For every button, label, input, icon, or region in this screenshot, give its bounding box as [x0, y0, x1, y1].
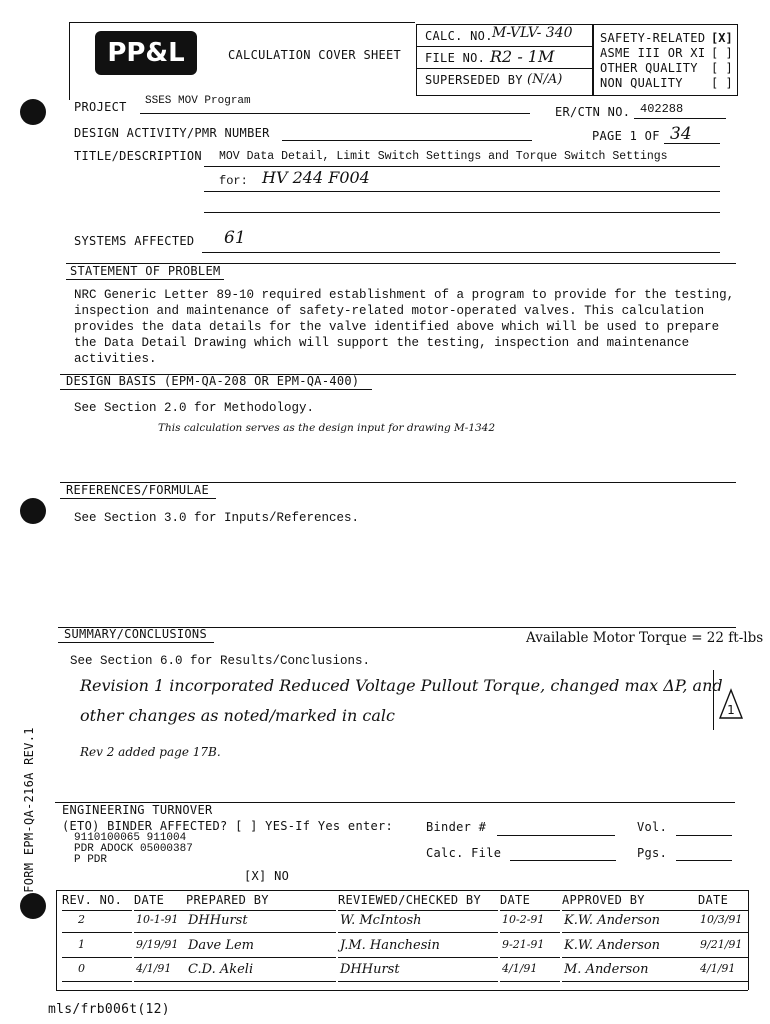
vol-underline — [676, 835, 732, 836]
systems-underline — [202, 252, 720, 253]
checkbox-asme[interactable]: [ ] — [711, 46, 733, 60]
pgs-underline — [676, 860, 732, 861]
revision-1-note-line-2: other changes as noted/marked in calc — [80, 706, 395, 725]
rev-header-rev-no: REV. NO. — [62, 893, 123, 907]
problem-line-1: NRC Generic Letter 89-10 required establishment of a program to provide for the testing, — [74, 288, 735, 302]
problem-heading: STATEMENT OF PROBLEM — [70, 264, 221, 278]
rev-cell-date: 4/1/91 — [136, 962, 172, 975]
problem-heading-underline — [66, 279, 224, 280]
rev-header-date: DATE — [134, 893, 165, 907]
rev-cell-approval-date: 10/3/91 — [700, 913, 743, 926]
rev-cell-approved-by: M. Anderson — [564, 962, 649, 977]
systems-label: SYSTEMS AFFECTED — [74, 234, 195, 248]
rev-row-underline — [338, 957, 498, 958]
rev-row-underline — [186, 957, 336, 958]
title-underline-2 — [204, 191, 720, 192]
rev-row-underline — [698, 957, 748, 958]
title-label: TITLE/DESCRIPTION — [74, 149, 202, 163]
rev-table-bottom — [56, 990, 748, 991]
punch-hole-middle — [20, 498, 46, 524]
eto-label: (ETO) BINDER AFFECTED? [ ] YES-If Yes enter: — [62, 819, 394, 833]
rev-table-top — [56, 890, 748, 891]
rev-row-underline — [500, 981, 560, 982]
superseded-value: (N/A) — [527, 72, 563, 87]
rev-cell-approved-by: K.W. Anderson — [564, 938, 661, 953]
doc-code: mls/frb006t(12) — [48, 1002, 170, 1017]
checkbox-other-quality[interactable]: [ ] — [711, 61, 733, 75]
pdr-stamp-line-3: P PDR — [74, 854, 108, 866]
page-underline — [664, 143, 720, 144]
rev-cell-review-date: 9-21-91 — [502, 938, 545, 951]
punch-hole-top — [20, 99, 46, 125]
calc-no-label: CALC. NO. — [425, 29, 493, 43]
pgs-label: Pgs. — [637, 846, 668, 860]
class-asme: ASME III OR XI — [600, 46, 706, 60]
problem-line-3: provides the data details for the valve identified above which will be used to prepare — [74, 320, 720, 334]
rev-cell-date: 10-1-91 — [136, 913, 179, 926]
design-basis-text: See Section 2.0 for Methodology. — [74, 401, 315, 415]
title-for-label: for: — [219, 174, 248, 188]
rev-table-right — [748, 890, 749, 990]
project-underline — [140, 113, 530, 114]
title-underline-3 — [204, 212, 720, 213]
problem-line-4: the Data Detail Drawing which will support the testing, inspection and maintenance — [74, 336, 690, 350]
summary-side-bar — [713, 670, 714, 730]
references-text: See Section 3.0 for Inputs/References. — [74, 511, 360, 525]
rev-row-underline — [134, 932, 186, 933]
project-value: SSES MOV Program — [145, 95, 251, 107]
rev-header-underline — [562, 910, 698, 911]
checkbox-non-quality[interactable]: [ ] — [711, 76, 733, 90]
rev-row-underline — [562, 981, 698, 982]
project-label: PROJECT — [74, 100, 127, 114]
erctn-underline — [634, 118, 726, 119]
rev-row-underline — [186, 981, 336, 982]
turnover-heading: ENGINEERING TURNOVER — [62, 803, 213, 817]
motor-torque-note: Available Motor Torque = 22 ft-lbs — [526, 630, 764, 646]
revision-2-note: Rev 2 added page 17B. — [80, 745, 221, 759]
rev-header-underline — [134, 910, 186, 911]
page-label: PAGE 1 OF — [592, 129, 660, 143]
page-total: 34 — [670, 124, 692, 144]
binder-label: Binder # — [426, 820, 487, 834]
form-id: FORM EPM-QA-216A REV.1 — [22, 727, 36, 893]
pdr-stamp-line-1: 9110100065 911004 — [74, 832, 187, 844]
problem-line-2: inspection and maintenance of safety-related motor-operated valves. This calculation — [74, 304, 705, 318]
rev-row-underline — [62, 981, 132, 982]
references-heading: REFERENCES/FORMULAE — [66, 483, 209, 497]
rev-header-review-date: DATE — [500, 893, 531, 907]
superseded-label: SUPERSEDED BY — [425, 73, 523, 87]
summary-heading: SUMMARY/CONCLUSIONS — [64, 627, 207, 641]
revision-1-note-line-1: Revision 1 incorporated Reduced Voltage Pullout Torque, changed max ΔP, and — [80, 676, 723, 695]
calc-box-divider-2 — [416, 68, 593, 69]
erctn-label: ER/CTN NO. — [555, 105, 631, 119]
rev-cell-prepared-by: C.D. Akeli — [188, 962, 254, 977]
design-activity-underline — [282, 140, 532, 141]
class-safety: SAFETY-RELATED — [600, 31, 706, 45]
title-value: MOV Data Detail, Limit Switch Settings and Torque Switch Settings — [219, 150, 668, 163]
problem-line-5: activities. — [74, 352, 157, 366]
rev-row-underline — [698, 981, 748, 982]
design-basis-handwritten: This calculation serves as the design input for drawing M-1342 — [158, 422, 496, 434]
design-basis-heading: DESIGN BASIS (EPM-QA-208 OR EPM-QA-400) — [66, 374, 360, 388]
calc-file-underline — [510, 860, 616, 861]
rev-header-approved-by: APPROVED BY — [562, 893, 645, 907]
rev-row-underline — [338, 981, 498, 982]
file-no-label: FILE NO. — [425, 51, 486, 65]
vol-label: Vol. — [637, 820, 668, 834]
rev-cell-rev-no: 2 — [78, 913, 85, 926]
rev-cell-approval-date: 9/21/91 — [700, 938, 743, 951]
rev-cell-rev-no: 1 — [78, 938, 85, 951]
no-checkbox[interactable]: [X] NO — [244, 869, 290, 883]
rev-cell-approved-by: K.W. Anderson — [564, 913, 661, 928]
rev-table-left — [56, 890, 57, 990]
rev-cell-reviewed-by: DHHurst — [340, 962, 400, 977]
rev-cell-review-date: 4/1/91 — [502, 962, 538, 975]
rev-cell-date: 9/19/91 — [136, 938, 179, 951]
checkbox-safety-related[interactable]: [X] — [711, 31, 733, 45]
rev-cell-rev-no: 0 — [78, 962, 85, 975]
rev-header-underline — [186, 910, 336, 911]
title-for-value: HV 244 F004 — [262, 168, 370, 187]
rev-header-approval-date: DATE — [698, 893, 729, 907]
rev-row-underline — [698, 932, 748, 933]
svg-text:1: 1 — [727, 703, 735, 717]
calc-no-value: M-VLV- 340 — [492, 25, 573, 41]
rev-cell-prepared-by: Dave Lem — [188, 938, 254, 953]
pdr-stamp-line-2: PDR ADOCK 05000387 — [74, 843, 193, 855]
binder-underline — [497, 835, 615, 836]
class-non: NON QUALITY — [600, 76, 683, 90]
rev-header-underline — [698, 910, 748, 911]
summary-heading-underline — [58, 642, 214, 643]
erctn-value: 402288 — [640, 102, 684, 116]
design-basis-heading-underline — [60, 389, 372, 390]
rev-cell-reviewed-by: J.M. Hanchesin — [340, 938, 440, 953]
rev-row-underline — [62, 932, 132, 933]
rev-header-reviewed-by: REVIEWED/CHECKED BY — [338, 893, 481, 907]
rev-row-underline — [134, 957, 186, 958]
rev-row-underline — [500, 932, 560, 933]
file-no-value: R2 - 1M — [490, 47, 555, 66]
rev-cell-approval-date: 4/1/91 — [700, 962, 736, 975]
systems-value: 61 — [224, 228, 246, 248]
rev-row-underline — [62, 957, 132, 958]
calc-file-label: Calc. File — [426, 846, 502, 860]
rev-cell-prepared-by: DHHurst — [188, 913, 248, 928]
rev-cell-review-date: 10-2-91 — [502, 913, 545, 926]
frame-left — [69, 22, 70, 100]
rev-row-underline — [562, 957, 698, 958]
rev-header-underline — [500, 910, 560, 911]
rev-row-underline — [186, 932, 336, 933]
rev-header-prepared-by: PREPARED BY — [186, 893, 269, 907]
rev-header-underline — [338, 910, 498, 911]
rev-cell-reviewed-by: W. McIntosh — [340, 913, 422, 928]
design-activity-label: DESIGN ACTIVITY/PMR NUMBER — [74, 126, 270, 140]
revision-delta-icon — [718, 688, 744, 722]
references-heading-underline — [60, 498, 216, 499]
rev-row-underline — [338, 932, 498, 933]
company-logo: PP&L — [95, 31, 197, 75]
title-underline-1 — [204, 166, 720, 167]
form-title: CALCULATION COVER SHEET — [228, 48, 402, 62]
summary-text: See Section 6.0 for Results/Conclusions. — [70, 654, 371, 668]
rev-row-underline — [134, 981, 186, 982]
rev-header-underline — [62, 910, 132, 911]
class-other: OTHER QUALITY — [600, 61, 698, 75]
frame-top — [69, 22, 415, 23]
rev-row-underline — [562, 932, 698, 933]
rev-row-underline — [500, 957, 560, 958]
